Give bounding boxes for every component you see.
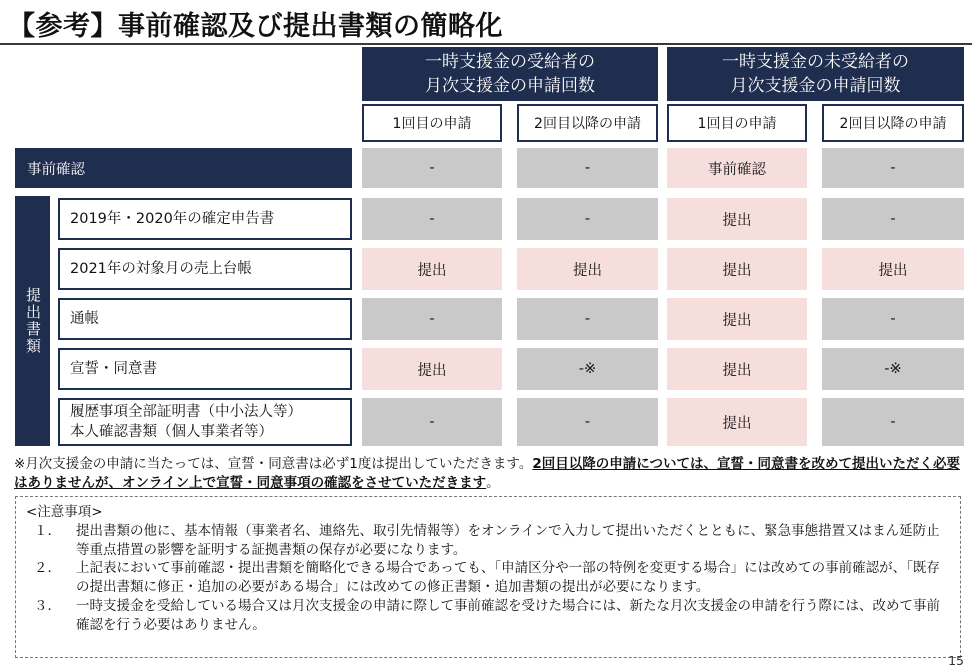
column-header: 2回目以降の申請	[517, 104, 658, 142]
table-cell: -	[822, 398, 964, 446]
row-label-text: 2019年・2020年の確定申告書	[70, 211, 275, 227]
pre-check-row-label: 事前確認	[15, 148, 352, 188]
note-item	[26, 559, 950, 597]
note-text: 上記表において事前確認・提出書類を簡略化できる場合であっても、「申請区分や一部の特例を変更する場合」には改めての事前確認が、「既存の提出書類に修正・追加の必要がある場合」には改めての修正書類・追加書類の提出が必要になります。	[76, 560, 940, 596]
row-label	[58, 398, 352, 446]
table-cell: -	[362, 198, 502, 240]
column-header: 1回目の申請	[667, 104, 807, 142]
note-number: ３．	[34, 597, 61, 614]
footnote: ※月次支援金の申請に当たっては、宣誓・同意書は必ず1度は提出していただきます。2回目以降の申請については、宣誓・同意書を改めて提出いただく必要はありませんが、オンライン上で宣誓・同意事項の確認をさせていただきます。	[14, 456, 960, 491]
group-header-line2: 月次支援金の申請回数	[730, 76, 901, 96]
note-text: 一時支援金を受給している場合又は月次支援金の申請に際して事前確認を受けた場合には、新たな月次支援金の申請を行う際には、改めて事前確認を行う必要はありません。	[76, 597, 940, 633]
table-cell: 提出	[822, 248, 964, 290]
row-label-text: 2021年の対象月の売上台帳	[70, 261, 252, 277]
note-item	[26, 597, 950, 635]
sidebar-label-documents: 提出書類	[15, 196, 50, 446]
footnote-emphasis: 2回目以降の申請については、宣誓・同意書を改めて提出いただく必要はありませんが、オンライン上で宣誓・同意事項の確認をさせていただきます	[14, 456, 960, 491]
table-cell: -	[517, 198, 658, 240]
group-header-line1: 一時支援金の受給者の	[425, 52, 595, 72]
title-divider	[0, 43, 972, 45]
note-text: 提出書類の他に、基本情報（事業者名、連絡先、取引先情報等）をオンラインで入力して提出いただくとともに、緊急事態措置又はまん延防止等重点措置の影響を証明する証拠書類の保存が必要になります。	[76, 522, 940, 558]
row-label-text: 履歴事項全部証明書（中小法人等）	[70, 404, 302, 420]
table-cell: -	[517, 398, 658, 446]
column-header: 1回目の申請	[362, 104, 502, 142]
table-cell: 提出	[667, 298, 807, 340]
row-label-text: 本人確認書類（個人事業者等）	[70, 424, 273, 440]
row-label-text: 通帳	[70, 311, 99, 327]
row-label	[58, 298, 352, 340]
row-label	[58, 348, 352, 390]
page-number: 15	[948, 653, 964, 668]
table-cell: 提出	[517, 248, 658, 290]
row-label-text: 宣誓・同意書	[70, 361, 157, 377]
group-header-recipients	[362, 47, 658, 101]
group-header-line2: 月次支援金の申請回数	[425, 76, 595, 96]
notes-box	[15, 496, 961, 658]
table-cell: 提出	[362, 248, 502, 290]
table-cell: -	[517, 298, 658, 340]
table-cell: -	[362, 148, 502, 188]
table-cell: -	[822, 148, 964, 188]
table-cell: 事前確認	[667, 148, 807, 188]
table-cell: -	[517, 148, 658, 188]
table-cell: 提出	[667, 348, 807, 390]
table-cell: -	[362, 298, 502, 340]
note-number: ２．	[34, 560, 61, 577]
table-cell: 提出	[667, 248, 807, 290]
table-cell: 提出	[667, 198, 807, 240]
row-label	[58, 248, 352, 290]
table-cell: 提出	[362, 348, 502, 390]
footnote-text: ※月次支援金の申請に当たっては、宣誓・同意書は必ず1度は提出していただきます。	[14, 456, 533, 472]
page-title: 【参考】事前確認及び提出書類の簡略化	[8, 11, 503, 42]
group-header-line1: 一時支援金の未受給者の	[722, 52, 909, 72]
column-header: 2回目以降の申請	[822, 104, 964, 142]
table-cell: 提出	[667, 398, 807, 446]
table-cell: -	[822, 198, 964, 240]
table-cell: -※	[517, 348, 658, 390]
group-header-non-recipients	[667, 47, 964, 101]
note-item	[26, 522, 950, 560]
note-number: １．	[34, 522, 61, 539]
table-cell: -	[362, 398, 502, 446]
notes-heading: <注意事項>	[26, 504, 103, 520]
table-cell: -	[822, 298, 964, 340]
row-label	[58, 198, 352, 240]
table-cell: -※	[822, 348, 964, 390]
